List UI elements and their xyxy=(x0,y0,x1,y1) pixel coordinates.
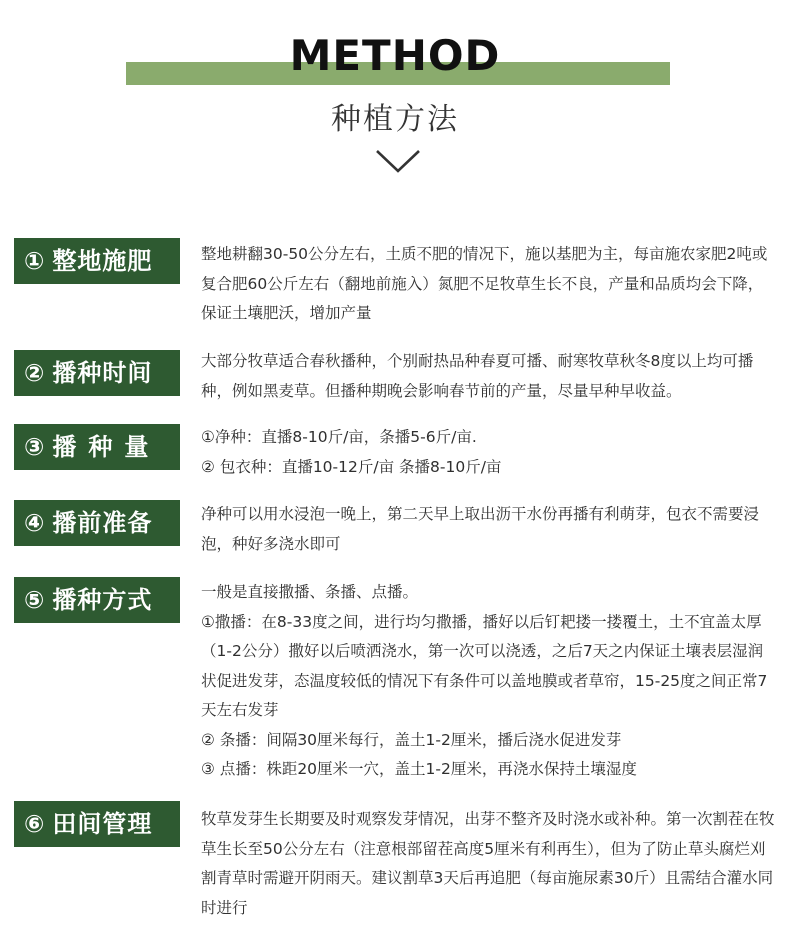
section-badge xyxy=(14,350,180,396)
section-title: 整地施肥 xyxy=(52,247,153,275)
section-badge xyxy=(14,801,180,847)
method-header xyxy=(0,0,790,200)
section-title: 田间管理 xyxy=(52,810,153,838)
paragraph: ①净种：直播8-10斤/亩，条播5-6斤/亩. xyxy=(201,428,477,446)
section-text xyxy=(201,423,777,482)
paragraph: 净种可以用水浸泡一晚上，第二天早上取出沥干水份再播有利萌芽，包衣不需要浸泡，种好多浇水即可 xyxy=(201,505,760,553)
section-title: 播前准备 xyxy=(52,509,153,537)
title-chinese: 种植方法 xyxy=(331,102,459,137)
section-text xyxy=(201,347,777,406)
title-english: METHOD xyxy=(289,31,501,80)
section-number: ② xyxy=(24,359,45,387)
paragraph: ③ 点播：株距20厘米一穴，盖土1-2厘米，再浇水保持土壤湿度 xyxy=(201,760,637,778)
chevron-down-icon xyxy=(375,148,421,174)
section-badge xyxy=(14,424,180,470)
paragraph: 大部分牧草适合春秋播种，个别耐热品种春夏可播、耐寒牧草秋冬8度以上均可播种，例如黑麦草。但播种期晚会影响春节前的产量，尽量早种早收益。 xyxy=(201,352,754,400)
paragraph: ② 条播：间隔30厘米每行，盖土1-2厘米，播后浇水促进发芽 xyxy=(201,730,622,749)
section-badge xyxy=(14,238,180,284)
section-number: ⑥ xyxy=(24,810,45,838)
section-number: ③ xyxy=(24,433,45,461)
paragraph: 一般是直接撒播、条播、点播。 xyxy=(201,583,419,601)
section-badge xyxy=(14,500,180,546)
paragraph: ①撒播：在8-33度之间，进行均匀撒播，播好以后钉耙搂一搂覆土，土不宜盖太厚（1-2公分）撒好以后喷洒浇水，第一次可以浇透，之后7天之内保证土壤表层湿润状促进发芽，态温度较低的情况下有条件可以盖地膜或者草帘，15-25度之间正常7天左右发芽 xyxy=(201,612,768,719)
section-title: 播种时间 xyxy=(52,359,153,387)
paragraph: 牧草发芽生长期要及时观察发芽情况，出芽不整齐及时浇水或补种。第一次割茬在牧草生长至50公分左右（注意根部留茬高度5厘米有利再生），但为了防止草头腐烂刈割青草时需避开阴雨天。建议割草3天后再追肥（每亩施尿素30斤）且需结合灌水同时进行 xyxy=(201,810,775,917)
section-text xyxy=(201,805,777,923)
section-badge xyxy=(14,577,180,623)
section-text xyxy=(201,578,777,785)
paragraph: ② 包衣种：直播10-12斤/亩 条播8-10斤/亩 xyxy=(201,457,502,476)
paragraph: 整地耕翻30-50公分左右，土质不肥的情况下，施以基肥为主，每亩施农家肥2吨或复合肥60公斤左右（翻地前施入）氮肥不足牧草生长不良，产量和品质均会下降，保证土壤肥沃，增加产量 xyxy=(201,245,768,322)
section-number: ⑤ xyxy=(24,586,45,614)
section-number: ① xyxy=(24,247,45,275)
section-title: 播种量 xyxy=(52,433,161,461)
section-text xyxy=(201,240,777,329)
section-title: 播种方式 xyxy=(52,586,153,614)
section-text xyxy=(201,500,777,559)
section-number: ④ xyxy=(24,509,45,537)
